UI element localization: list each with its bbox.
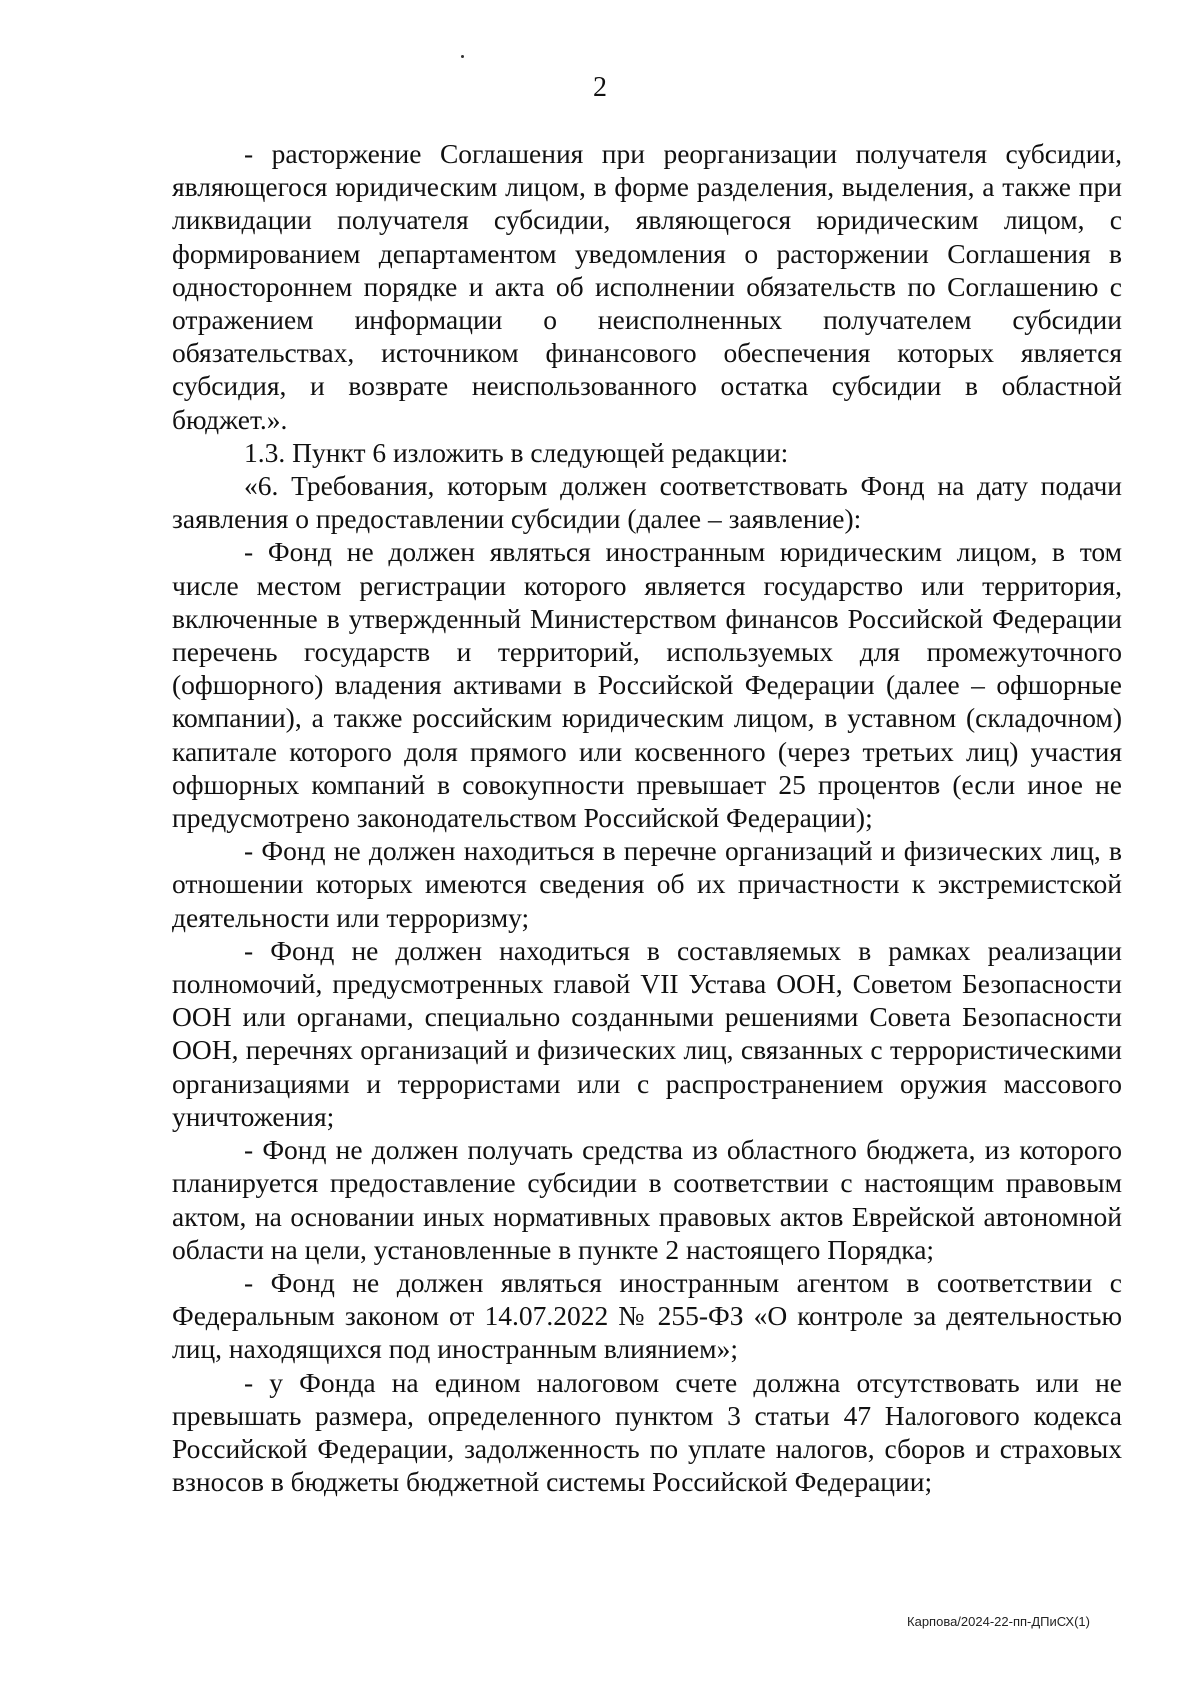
paragraph-requirement-tax-debt: - у Фонда на едином налоговом счете должна отсутствовать или не превышать размера, определенного пунктом 3 статьи 47 Налогового кодекса Российской Федерации, задолженность по уплате налогов, сборов и страховых взносов в бюджеты бюджетной системы Российской Федерации;	[172, 1366, 1122, 1498]
paragraph-requirement-offshore: - Фонд не должен являться иностранным юридическим лицом, в том числе местом регистрации которого является государство или территория, включенные в утвержденный Министерством финансов Российской Федерации перечень государств и территорий, используемых для промежуточного (офшорного) владения активами в Российской Федерации (далее – офшорные компании), а также российским юридическим лицом, в уставном (складочном) капитале которого доля прямого или косвенного (через третьих лиц) участия офшорных компаний в совокупности превышает 25 процентов (если иное не предусмотрено законодательством Российской Федерации);	[172, 536, 1122, 834]
paragraph-requirements-intro: «6. Требования, которым должен соответствовать Фонд на дату подачи заявления о предоставлении субсидии (далее – заявление):	[172, 470, 1122, 535]
scan-artifact-dot	[461, 55, 464, 58]
document-body	[172, 137, 1122, 1498]
paragraph-termination-agreement: - расторжение Соглашения при реорганизации получателя субсидии, являющегося юридическим лицом, в форме разделения, выделения, а также при ликвидации получателя субсидии, являющегося юридическим лицом, с формированием департаментом уведомления о расторжении Соглашения в одностороннем порядке и акта об исполнении обязательств по Соглашению с отражением информации о неисполненных получателем субсидии обязательствах, источником финансового обеспечения которых является субсидия, и возврате неиспользованного остатка субсидии в областной бюджет.».	[172, 138, 1122, 435]
paragraph-amendment-1-3: 1.3. Пункт 6 изложить в следующей редакции:	[244, 436, 789, 468]
document-footer-code: Карпова/2024-22-пп-ДПиСХ(1)	[907, 1614, 1090, 1629]
paragraph-requirement-extremism: - Фонд не должен находиться в перечне организаций и физических лиц, в отношении которых имеются сведения об их причастности к экстремистской деятельности или терроризму;	[172, 835, 1122, 933]
paragraph-requirement-foreign-agent: - Фонд не должен являться иностранным агентом в соответствии с Федеральным законом от 14.07.2022 № 255-ФЗ «О контроле за деятельностью лиц, находящихся под иностранным влиянием»;	[172, 1266, 1122, 1365]
page-number: 2	[593, 72, 607, 103]
paragraph-requirement-budget-funds: - Фонд не должен получать средства из областного бюджета, из которого планируется предоставление субсидии в соответствии с настоящим правовым актом, на основании иных нормативных правовых актов Еврейской автономной области на цели, установленные в пункте 2 настоящего Порядка;	[172, 1134, 1122, 1265]
paragraph-requirement-un-lists: - Фонд не должен находиться в составляемых в рамках реализации полномочий, предусмотренных главой VII Устава ООН, Советом Безопасности ООН или органами, специально созданными решениями Совета Безопасности ООН, перечнях организаций и физических лиц, связанных с террористическими организациями и террористами или с распространением оружия массового уничтожения;	[172, 934, 1122, 1132]
